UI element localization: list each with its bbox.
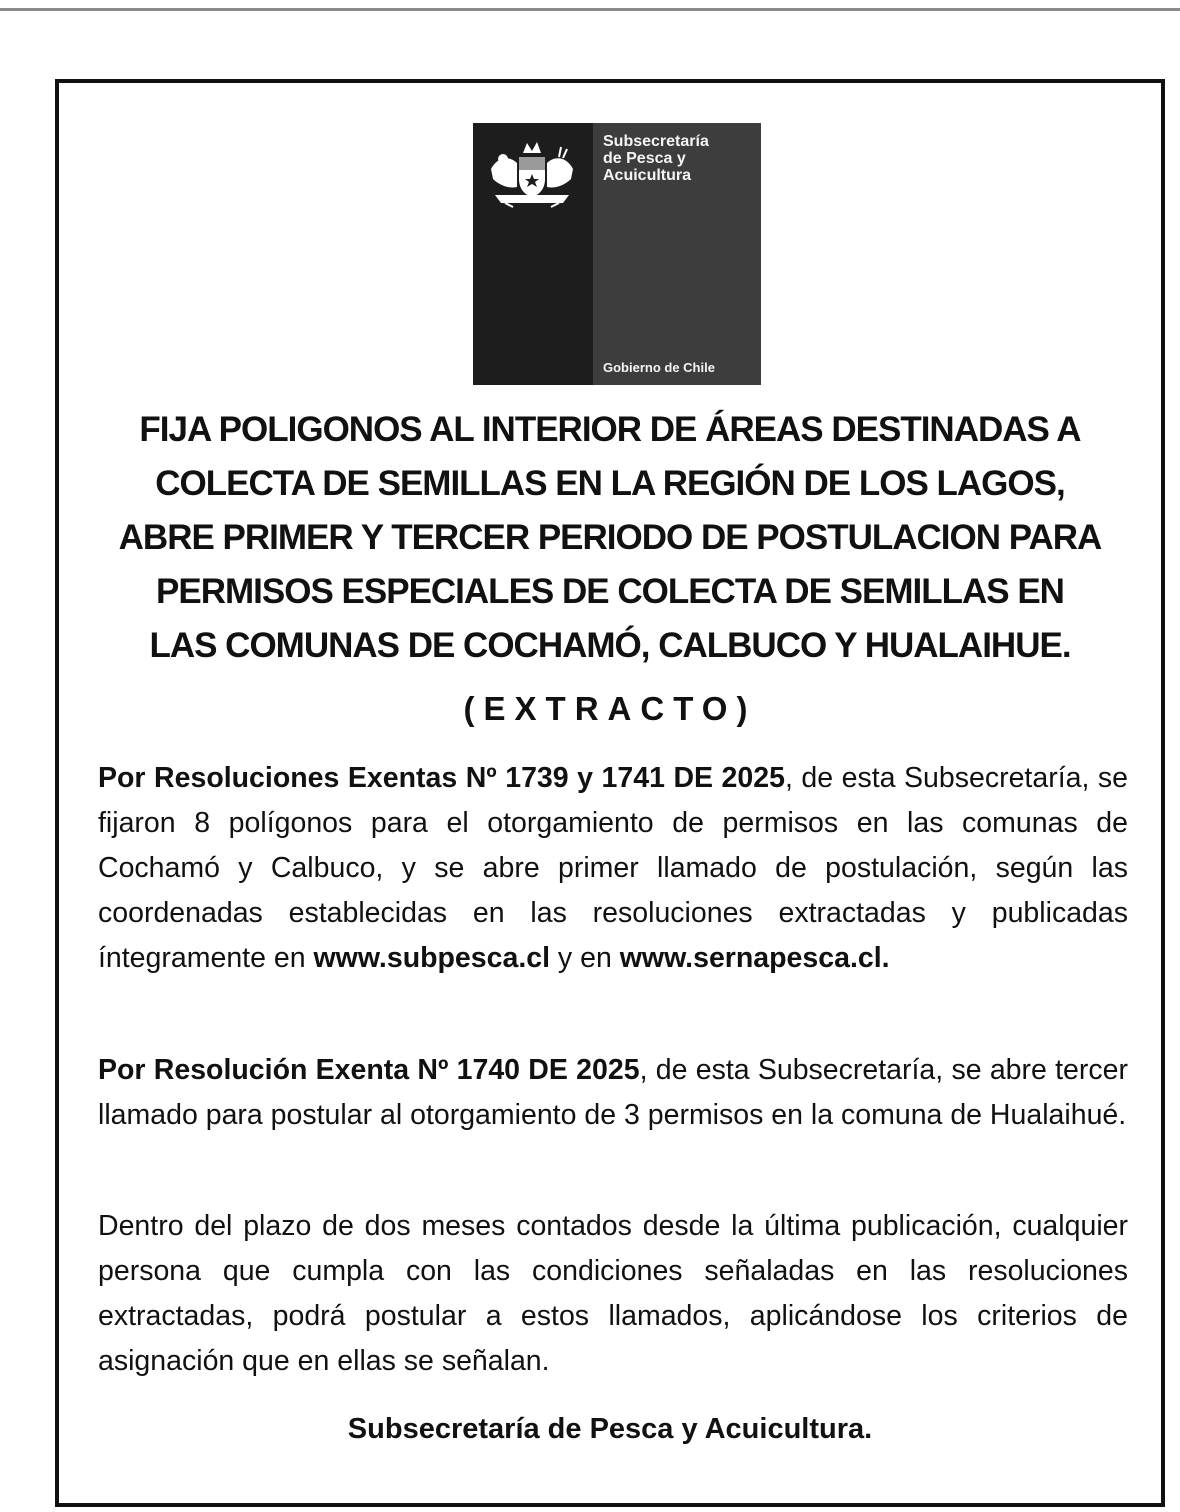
- agency-name-line: Acuicultura: [603, 167, 692, 184]
- sernapesca-link[interactable]: www.sernapesca.cl.: [619, 942, 890, 974]
- agency-name-line: de Pesca y: [603, 150, 686, 167]
- headline-line: ABRE PRIMER Y TERCER PERIODO DE POSTULACION PARA: [118, 518, 1102, 557]
- paragraph-application-period: [98, 1204, 1128, 1384]
- paragraph-text: , de esta Subsecretaría, se abre tercer llamado para postular al otorgamiento de 3 permisos en la comuna de Hualaihué.: [98, 1054, 1128, 1131]
- paragraph-bold-lead: Por Resoluciones Exentas Nº 1739 y 1741 DE 2025: [98, 762, 785, 794]
- extract-label: (EXTRACTO): [463, 690, 757, 727]
- paragraph-text: , de esta Subsecretaría, se fijaron 8 polígonos para el otorgamiento de permisos en las comunas de Cochamó y Calbuco, y se abre primer llamado de postulación, según las coordenadas establecidas en las resoluciones extractadas y publicadas íntegramente en: [98, 762, 1129, 974]
- paragraph-text: Dentro del plazo de dos meses contados desde la última publicación, cualquier persona que cumpla con las condiciones señaladas en las resoluciones extractadas, podrá postular a estos llamados, aplicándose los criterios de asignación que en ellas se señalan.: [98, 1210, 1128, 1377]
- notice-headline: [59, 403, 1161, 673]
- agency-name-line: Subsecretaría: [603, 133, 709, 150]
- paragraph-resolution-1740: [98, 1048, 1128, 1138]
- coat-of-arms-icon: [483, 139, 581, 209]
- top-divider: [0, 8, 1180, 11]
- government-label: Gobierno de Chile: [603, 360, 715, 375]
- paragraph-text: y en: [550, 942, 620, 974]
- agency-logo: [473, 123, 761, 385]
- notice-frame: [55, 79, 1165, 1507]
- headline-line: PERMISOS ESPECIALES DE COLECTA DE SEMILLAS EN: [156, 572, 1064, 611]
- signature: Subsecretaría de Pesca y Acuicultura.: [347, 1413, 873, 1445]
- logo-text-panel: [593, 123, 761, 385]
- paragraph-resolutions-1739-1741: [98, 756, 1128, 981]
- subpesca-link[interactable]: www.subpesca.cl: [313, 942, 551, 974]
- headline-line: COLECTA DE SEMILLAS EN LA REGIÓN DE LOS LAGOS,: [155, 464, 1065, 503]
- headline-line: FIJA POLIGONOS AL INTERIOR DE ÁREAS DESTINADAS A: [139, 410, 1081, 449]
- headline-line: LAS COMUNAS DE COCHAMÓ, CALBUCO Y HUALAIHUE.: [149, 626, 1071, 665]
- paragraph-bold-lead: Por Resolución Exenta Nº 1740 DE 2025: [98, 1054, 640, 1086]
- logo-emblem-panel: [473, 123, 593, 385]
- agency-name: [603, 133, 753, 184]
